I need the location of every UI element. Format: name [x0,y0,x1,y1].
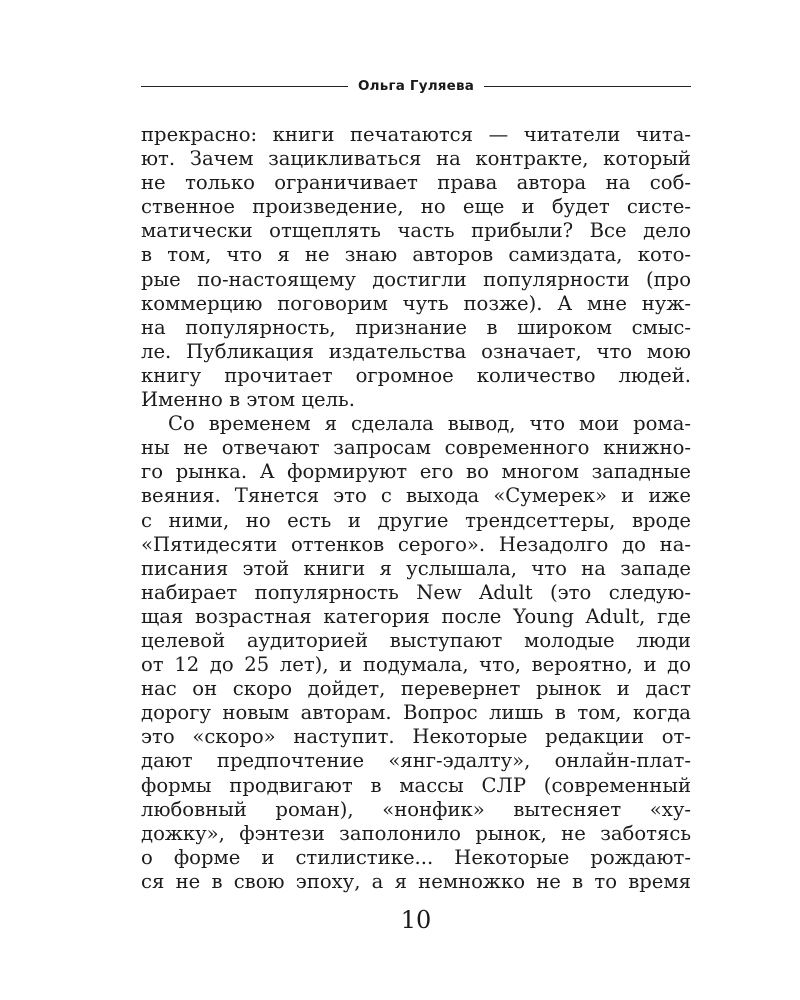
text-line: книгу прочитает огромное количество людей. [141,363,691,387]
header-rule-right [484,86,691,87]
text-line: ственное произведение, но еще и будет систе- [141,195,691,219]
text-line: коммерцию поговорим чуть позже). А мне нуж- [141,291,691,315]
text-line: любовный роман), «нонфик» вытесняет «ху- [141,797,691,821]
text-line: ся не в свою эпоху, а я немножко не в то время [141,869,691,893]
text-line: не только ограничивает права автора на соб- [141,171,691,195]
running-header [141,74,691,98]
text-line: «Пятидесяти оттенков серого». Незадолго до на- [141,532,691,556]
header-rule-left [141,86,348,87]
running-header-author: Ольга Гуляева [357,78,475,94]
text-line: целевой аудиторией выступают молодые люди [141,628,691,652]
text-line: о форме и стилистике... Некоторые рождают- [141,845,691,869]
text-line: ле. Публикация издательства означает, что мою [141,339,691,363]
text-line: щая возрастная категория после Young Adult, где [141,604,691,628]
text-line: матически отщеплять часть прибыли? Все дело [141,219,691,243]
text-line: с ними, но есть и другие трендсеттеры, вроде [141,508,691,532]
text-line: го рынка. А формируют его во многом западные [141,460,691,484]
text-line: ны не отвечают запросам современного книжно- [141,436,691,460]
body-text [141,123,691,894]
text-line: веяния. Тянется это с выхода «Сумерек» и иже [141,484,691,508]
page-number: 10 [400,906,432,934]
text-line: дают предпочтение «янг-эдалту», онлайн-плат- [141,749,691,773]
text-line: набирает популярность New Adult (это следую- [141,580,691,604]
text-line: от 12 до 25 лет), и подумала, что, вероятно, и до [141,653,691,677]
text-line: рые по-настоящему достигли популярности (про [141,267,691,291]
paragraph-start-line: Со временем я сделала вывод, что мои рома- [168,412,691,436]
paragraph-end-line: Именно в этом цель. [141,388,355,412]
text-line: это «скоро» наступит. Некоторые редакции от- [141,725,691,749]
text-line: дожку», фэнтези заполонило рынок, не заботясь [141,821,691,845]
text-line: прекрасно: книги печатаются — читатели чита- [141,123,691,146]
text-line: формы продвигают в массы СЛР (современный [141,773,691,797]
text-line: дорогу новым авторам. Вопрос лишь в том, когда [141,701,691,725]
text-line: нас он скоро дойдет, перевернет рынок и даст [141,677,691,701]
text-line: на популярность, признание в широком смыс- [141,315,691,339]
text-line: писания этой книги я услышала, что на западе [141,556,691,580]
text-line: ют. Зачем зацикливаться на контракте, который [141,147,691,171]
text-line: в том, что я не знаю авторов самиздата, кото- [141,243,691,267]
